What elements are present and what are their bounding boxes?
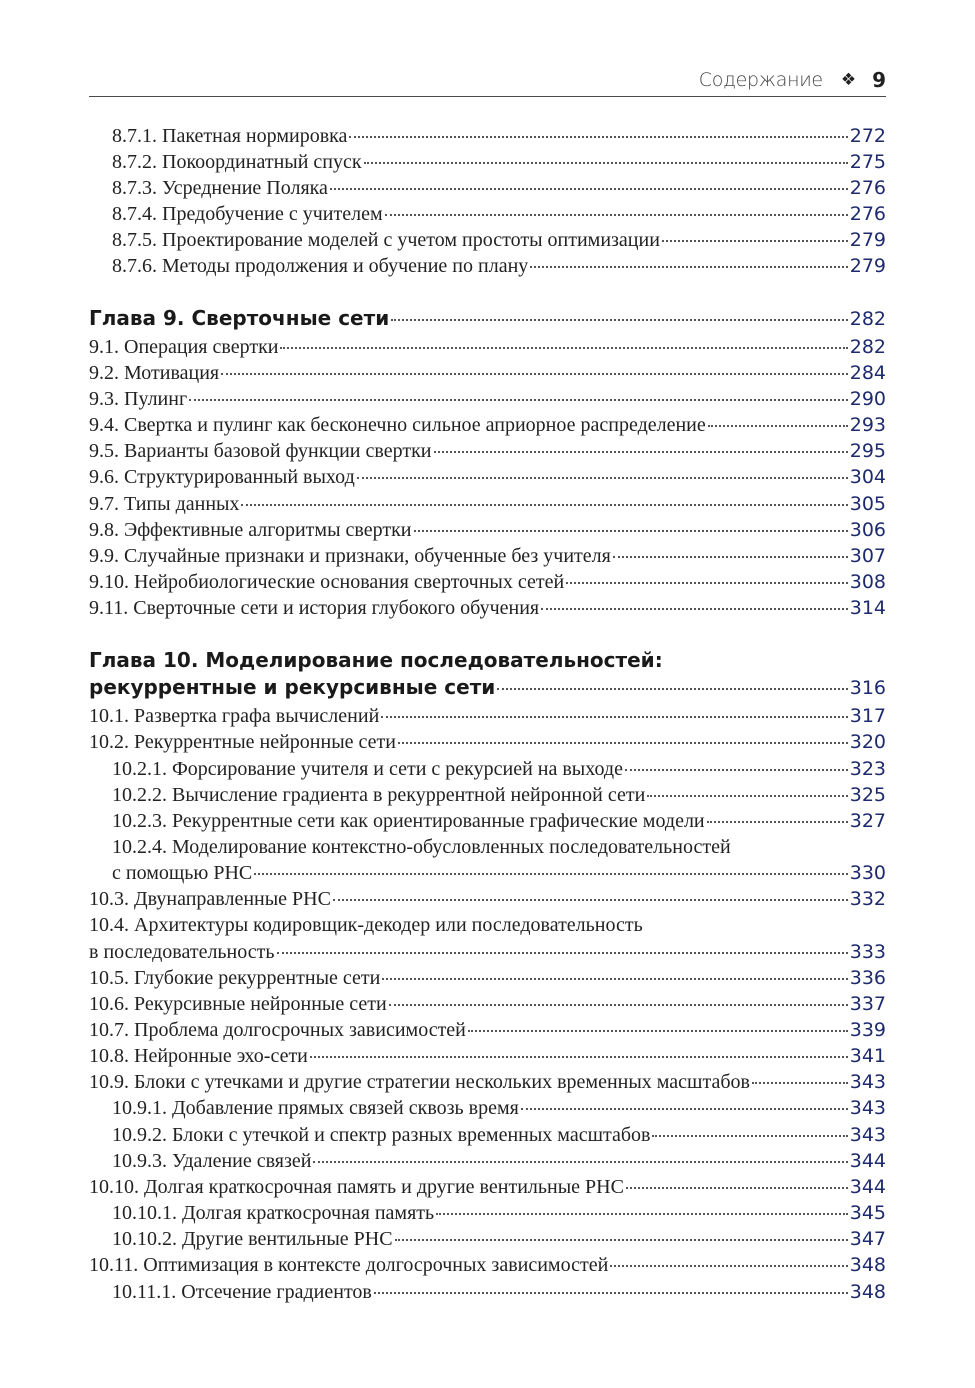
toc-entry[interactable]: [112, 201, 886, 227]
toc-entry[interactable]: [89, 965, 886, 991]
dot-leader: [436, 1207, 848, 1215]
toc-entry-title: 9.8. Эффективные алгоритмы свертки: [89, 519, 412, 541]
toc-entry-page: 332: [849, 888, 886, 910]
toc-entry-page: 343: [849, 1071, 886, 1093]
dot-leader: [752, 1076, 848, 1084]
toc-entry[interactable]: [89, 569, 886, 595]
dot-leader: [382, 972, 847, 980]
toc-entry-title: 10.11. Оптимизация в контексте долгосрочных зависимостей: [89, 1254, 609, 1276]
toc-entry-title: 10.2.3. Рекуррентные сети как ориентированные графические модели: [112, 810, 705, 832]
dot-leader: [364, 156, 848, 164]
toc-entry[interactable]: [89, 438, 886, 464]
toc-entry-page: 305: [849, 493, 886, 515]
toc-entry[interactable]: [112, 756, 886, 782]
toc-entry[interactable]: [89, 360, 886, 386]
dot-leader: [566, 576, 848, 584]
toc-entry-title: 8.7.1. Пакетная нормировка: [112, 125, 348, 147]
toc-entry-page: 330: [849, 862, 886, 884]
dot-leader: [221, 367, 848, 375]
toc-entry[interactable]: [89, 1043, 886, 1069]
toc-entry[interactable]: [112, 1226, 886, 1252]
toc-entry[interactable]: [89, 386, 886, 412]
dot-leader: [414, 524, 848, 532]
chapter-title-line1[interactable]: Глава 10. Моделирование последовательностей:: [89, 648, 663, 672]
toc-entry-title: 9.1. Операция свертки: [89, 336, 279, 358]
toc-entry[interactable]: [89, 886, 886, 912]
toc-entry-page: 337: [849, 993, 886, 1015]
toc-entry-page: 317: [849, 705, 886, 727]
toc-entry-page: 343: [849, 1124, 886, 1146]
toc-entry-title: 10.11.1. Отсечение градиентов: [112, 1281, 372, 1303]
toc-entry[interactable]: [89, 543, 886, 569]
toc-entry[interactable]: [112, 123, 886, 149]
toc-entry[interactable]: [89, 1017, 886, 1043]
dot-leader: [395, 1233, 848, 1241]
toc-entry-title: 10.1. Развертка графа вычислений: [89, 705, 380, 727]
running-title: Содержание: [698, 69, 823, 91]
toc-entry-page: 344: [849, 1176, 886, 1198]
toc-entry-title: 8.7.3. Усреднение Поляка: [112, 177, 328, 199]
toc-entry-title: с помощью РНС: [112, 862, 253, 884]
toc-entry[interactable]: [89, 491, 886, 517]
toc-entry-page: 345: [849, 1202, 886, 1224]
toc-entry[interactable]: [112, 149, 886, 175]
toc-entry[interactable]: [89, 1069, 886, 1095]
dot-leader: [626, 1181, 848, 1189]
dot-leader: [381, 710, 847, 718]
toc-entry[interactable]: [89, 1252, 886, 1278]
toc-entry[interactable]: [89, 595, 886, 621]
toc-entry-title: 9.2. Мотивация: [89, 362, 220, 384]
dot-leader: [189, 393, 848, 401]
toc-entry-page: 276: [849, 203, 886, 225]
toc-entry-title: 10.6. Рекурсивные нейронные сети: [89, 993, 387, 1015]
dot-leader: [313, 1155, 847, 1163]
toc-entry-title: 8.7.4. Предобучение с учителем: [112, 203, 383, 225]
toc-entry-title-line1[interactable]: 10.4. Архитектуры кодировщик-декодер или последовательность: [89, 914, 643, 936]
dot-leader: [398, 736, 848, 744]
toc-entry[interactable]: [89, 517, 886, 543]
dot-leader: [385, 208, 848, 216]
toc-entry-page: 323: [849, 758, 886, 780]
toc-entry-title: 10.7. Проблема долгосрочных зависимостей: [89, 1019, 466, 1041]
toc-entry-page: 282: [849, 336, 886, 358]
toc-entry-title: 9.10. Нейробиологические основания сверточных сетей: [89, 571, 565, 593]
toc-entry-title: 10.3. Двунаправленные РНС: [89, 888, 331, 910]
dot-leader: [434, 445, 848, 453]
toc-entry-page: 308: [849, 571, 886, 593]
toc-entry-title: 9.5. Варианты базовой функции свертки: [89, 440, 432, 462]
toc-entry[interactable]: [112, 227, 886, 253]
dot-leader: [391, 313, 848, 321]
toc-entry-page: 272: [849, 125, 886, 147]
toc-entry-title: 10.10.2. Другие вентильные РНС: [112, 1228, 393, 1250]
toc-entry-page: 279: [849, 255, 886, 277]
toc-entry-title: в последовательность: [89, 941, 275, 963]
toc-entry[interactable]: [89, 991, 886, 1017]
toc-entry-page: 320: [849, 731, 886, 753]
toc-entry-page: 327: [849, 810, 886, 832]
toc-entry-title: 10.2.2. Вычисление градиента в рекуррентной нейронной сети: [112, 784, 646, 806]
toc-entry[interactable]: [112, 1200, 886, 1226]
toc-entry-title: 10.9. Блоки с утечками и другие стратегии нескольких временных масштабов: [89, 1071, 750, 1093]
toc-entry-title: 10.2. Рекуррентные нейронные сети: [89, 731, 396, 753]
toc-entry-title: 10.9.2. Блоки с утечкой и спектр разных временных масштабов: [112, 1124, 651, 1146]
dot-leader: [610, 1259, 847, 1267]
toc-entry-page: 284: [849, 362, 886, 384]
dot-leader: [521, 1102, 848, 1110]
toc-entry-page: 344: [849, 1150, 886, 1172]
toc-entry-title: 9.9. Случайные признаки и признаки, обученные без учителя: [89, 545, 611, 567]
dot-leader: [357, 471, 848, 479]
page-number: 9: [872, 68, 886, 92]
toc-entry-page: 339: [849, 1019, 886, 1041]
toc-entry[interactable]: [112, 1095, 886, 1121]
toc-entry-page: 347: [849, 1228, 886, 1250]
toc-entry-title: 8.7.5. Проектирование моделей с учетом простоты оптимизации: [112, 229, 660, 251]
toc-entry-page: 279: [849, 229, 886, 251]
toc-entry[interactable]: [112, 860, 886, 886]
toc-entry-title: 9.11. Сверточные сети и история глубокого обучения: [89, 597, 540, 619]
toc-entry-title: 10.8. Нейронные эхо-сети: [89, 1045, 308, 1067]
chapter-title: Глава 9. Сверточные сети: [89, 306, 390, 330]
toc-entry-title-line1[interactable]: 10.2.4. Моделирование контекстно-обусловленных последовательностей: [112, 836, 731, 858]
dot-leader: [330, 182, 848, 190]
dot-leader: [333, 893, 848, 901]
toc-entry-page: 307: [849, 545, 886, 567]
dot-leader: [625, 763, 848, 771]
toc-entry-page: 295: [849, 440, 886, 462]
toc-entry-title: 8.7.2. Покоординатный спуск: [112, 151, 362, 173]
dot-leader: [530, 260, 847, 268]
toc-entry[interactable]: [112, 808, 886, 834]
chapter-page: 316: [849, 677, 886, 699]
toc-entry[interactable]: [89, 334, 886, 360]
toc-entry[interactable]: [112, 1122, 886, 1148]
dot-leader: [254, 867, 848, 875]
toc-entry-title: 10.5. Глубокие рекуррентные сети: [89, 967, 381, 989]
dot-leader: [652, 1129, 847, 1137]
dot-leader: [647, 789, 847, 797]
toc-entry-page: 293: [849, 414, 886, 436]
toc-entry-title: 10.9.3. Удаление связей: [112, 1150, 312, 1172]
chapter-heading[interactable]: [89, 305, 886, 331]
dot-leader: [708, 419, 848, 427]
dot-leader: [389, 998, 848, 1006]
toc-entry[interactable]: [112, 1148, 886, 1174]
toc-entry[interactable]: [89, 939, 886, 965]
dot-leader: [310, 1050, 848, 1058]
dot-leader: [374, 1286, 848, 1294]
dot-leader: [468, 1024, 848, 1032]
toc-entry-page: 304: [849, 466, 886, 488]
toc-entry-page: 336: [849, 967, 886, 989]
toc-entry-page: 325: [849, 784, 886, 806]
toc-entry[interactable]: [112, 175, 886, 201]
toc-entry-page: 341: [849, 1045, 886, 1067]
toc-entry[interactable]: [112, 253, 886, 279]
dot-leader: [497, 682, 847, 690]
chapter-title: рекуррентные и рекурсивные сети: [89, 675, 496, 699]
toc-entry-page: 348: [849, 1254, 886, 1276]
toc-entry-title: 10.2.1. Форсирование учителя и сети с рекурсией на выходе: [112, 758, 623, 780]
toc-entry[interactable]: [112, 782, 886, 808]
dot-leader: [241, 498, 847, 506]
chapter-heading[interactable]: [89, 674, 886, 700]
toc-entry-title: 8.7.6. Методы продолжения и обучение по плану: [112, 255, 529, 277]
ornament-icon: ❖: [840, 70, 857, 90]
toc-entry-title: 9.4. Свертка и пулинг как бесконечно сильное априорное распределение: [89, 414, 706, 436]
dot-leader: [541, 602, 848, 610]
dot-leader: [662, 234, 848, 242]
toc-entry-page: 343: [849, 1097, 886, 1119]
toc-entry-page: 333: [849, 941, 886, 963]
toc-entry[interactable]: [112, 1279, 886, 1305]
toc-entry-title: 9.6. Структурированный выход: [89, 466, 355, 488]
toc-entry-title: 9.7. Типы данных: [89, 493, 240, 515]
dot-leader: [349, 130, 847, 138]
dot-leader: [613, 550, 848, 558]
running-header: [89, 64, 886, 97]
toc-entry[interactable]: [89, 464, 886, 490]
toc-entry[interactable]: [89, 703, 886, 729]
toc-entry-title: 10.10. Долгая краткосрочная память и другие вентильные РНС: [89, 1176, 624, 1198]
toc-entry[interactable]: [89, 729, 886, 755]
toc-entry-page: 290: [849, 388, 886, 410]
toc-entry[interactable]: [89, 412, 886, 438]
dot-leader: [277, 946, 848, 954]
chapter-page: 282: [849, 308, 886, 330]
toc-entry-page: 348: [849, 1281, 886, 1303]
toc-entry-title: 10.10.1. Долгая краткосрочная память: [112, 1202, 435, 1224]
toc-entry-page: 306: [849, 519, 886, 541]
toc-entry-page: 314: [849, 597, 886, 619]
toc-entry-title: 10.9.1. Добавление прямых связей сквозь время: [112, 1097, 519, 1119]
dot-leader: [707, 815, 848, 823]
dot-leader: [280, 341, 847, 349]
toc-entry-title: 9.3. Пулинг: [89, 388, 188, 410]
toc-entry-page: 276: [849, 177, 886, 199]
toc-entry-page: 275: [849, 151, 886, 173]
toc-entry[interactable]: [89, 1174, 886, 1200]
